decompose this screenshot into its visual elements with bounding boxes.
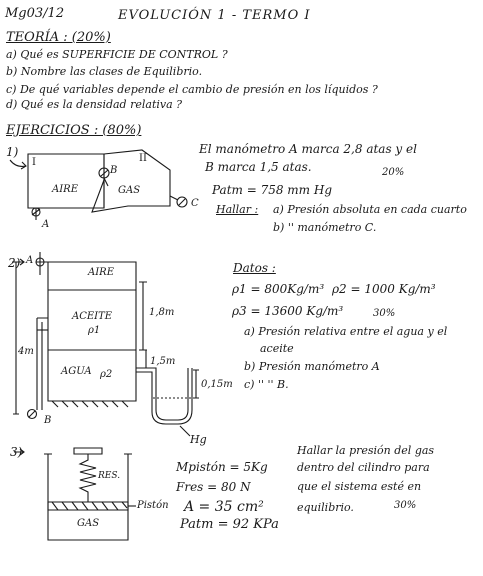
gauge-label-a: A [26, 255, 34, 266]
spring-label: RES. [98, 471, 121, 481]
exercise-2-item-a-cont: aceite [260, 342, 294, 355]
exercise-1-number: 1) [6, 145, 19, 159]
gauge-label-a: A [42, 219, 50, 230]
exercise-3-statement-4: equilibrio. [297, 501, 354, 514]
exercise-1-find-a: a) Presión absoluta en cada cuarto [273, 203, 467, 216]
exercise-1-find-b: b) '' manómetro C. [273, 221, 377, 234]
exercise-1-patm: Patm = 758 mm Hg [212, 183, 333, 197]
dimension-1-8m: 1,8m [149, 307, 175, 318]
exercise-2-number: 2) [8, 256, 21, 270]
exercise-1-statement-line-2: B marca 1,5 atas. [205, 160, 312, 174]
gauge-label-b: B [110, 165, 118, 176]
exercise-2-data-heading: Datos : [233, 261, 276, 275]
gauge-label-c: C [191, 198, 199, 209]
dimension-0-15m: 0,15m [201, 379, 233, 390]
room-label-one: I [32, 157, 36, 168]
exercise-3-mass: Mpistón = 5Kg [176, 460, 268, 474]
exercise-3-area: A = 35 cm² [184, 499, 264, 515]
exercise-1-find-label: Hallar : [216, 203, 259, 216]
dimension-1-5m: 1,5m [150, 356, 176, 367]
fluid-label-rho1: ρ1 [88, 325, 101, 336]
exercise-2-rho3: ρ3 = 13600 Kg/m³ [232, 304, 344, 318]
exercise-2-item-a: a) Presión relativa entre el agua y el [244, 325, 448, 338]
exercises-heading: EJERCICIOS : (80%) [6, 123, 142, 138]
exercise-1-weight: 20% [382, 167, 405, 178]
exercise-2-item-b: b) Presión manómetro A [244, 360, 380, 373]
room-label-two: II [139, 153, 147, 164]
exercise-3-statement-2: dentro del cilindro para [297, 461, 430, 474]
mercury-label: Hg [190, 433, 207, 446]
fluid-label-water: AGUA [61, 366, 92, 377]
theory-question-b: b) Nombre las clases de Equilibrio. [6, 65, 203, 78]
exercise-3-statement-1: Hallar la presión del gas [297, 444, 435, 457]
piston-label: Pistón [137, 500, 169, 511]
exercise-3-number: 3) [10, 445, 23, 459]
theory-question-a: a) Qué es SUPERFICIE DE CONTROL ? [6, 48, 228, 61]
gauge-label-b: B [44, 415, 52, 426]
room-label-air: AIRE [52, 184, 79, 195]
exercise-1-statement-line-1: El manómetro A marca 2,8 atas y el [199, 142, 417, 156]
dimension-4m: 4m [18, 346, 34, 357]
exercise-2-weight: 30% [373, 308, 396, 319]
exam-title: EVOLUCIÓN 1 - TERMO I [118, 8, 311, 23]
exercise-3-statement-3: que el sistema esté en [297, 480, 422, 493]
exercise-2-rho2: ρ2 = 1000 Kg/m³ [332, 282, 436, 296]
gas-label: GAS [77, 518, 100, 529]
fluid-label-rho2: ρ2 [100, 369, 113, 380]
exercise-3-patm: Patm = 92 KPa [180, 517, 279, 532]
theory-heading: TEORÍA : (20%) [6, 30, 111, 45]
fluid-label-air: AIRE [88, 267, 115, 278]
fluid-label-oil: ACEITE [72, 311, 113, 322]
course-code: Mg03/12 [5, 6, 65, 21]
theory-question-d: d) Qué es la densidad relativa ? [6, 98, 183, 111]
exercise-2-rho1: ρ1 = 800Kg/m³ [232, 282, 325, 296]
exercise-3-weight: 30% [394, 500, 417, 511]
room-label-gas: GAS [118, 185, 141, 196]
theory-question-c: c) De qué variables depende el cambio de presión en los líquidos ? [6, 83, 378, 96]
exercise-2-item-c: c) '' '' B. [244, 378, 289, 391]
exercise-3-force: Fres = 80 N [176, 480, 251, 494]
